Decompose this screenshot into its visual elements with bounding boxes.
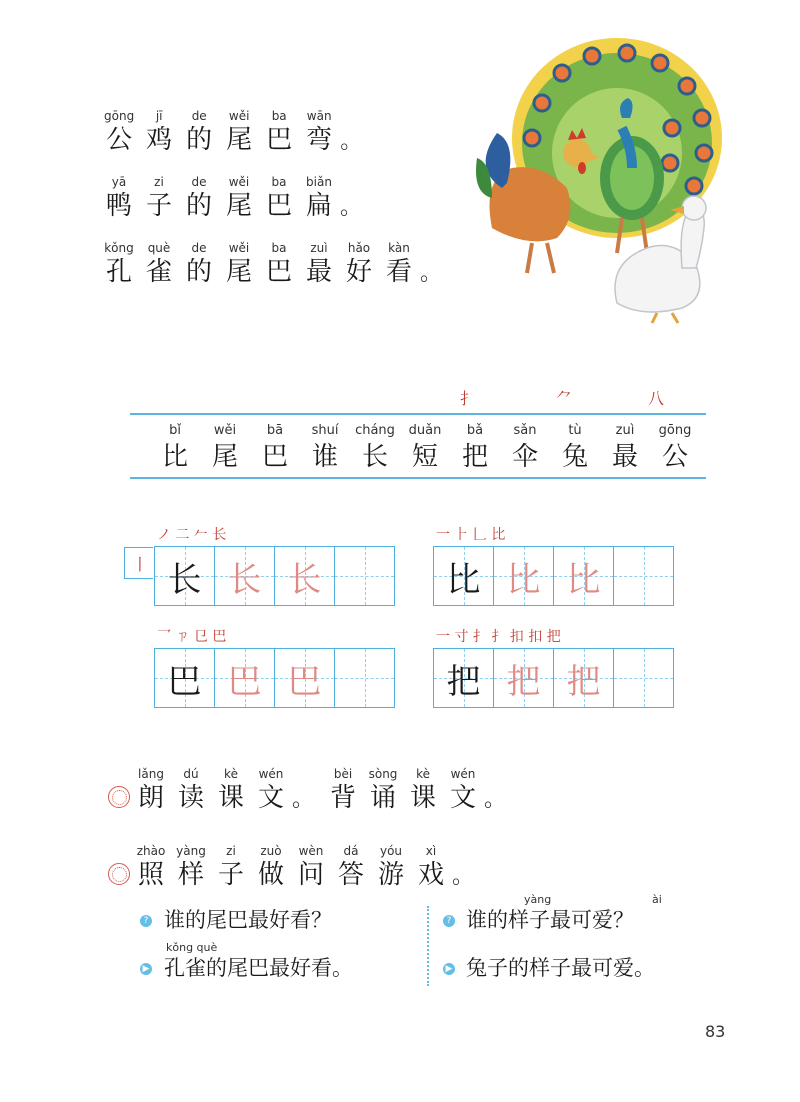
qa-right-question-pinyin-1: yàng: [524, 893, 552, 906]
hanzi: 短: [411, 442, 438, 472]
pinyin: kǒng: [104, 241, 134, 255]
hanzi: 兔: [561, 442, 588, 472]
writing-grid-3: [154, 648, 395, 708]
hanzi: 尾: [211, 442, 238, 472]
exercise-seal-icon: [108, 786, 130, 808]
pinyin: sǎn: [513, 423, 537, 438]
pinyin: wèn: [298, 844, 324, 858]
pinyin: zuì: [615, 423, 635, 438]
hanzi: 照: [137, 860, 164, 890]
writing-grid-4: [433, 648, 674, 708]
hanzi: 巴: [265, 191, 292, 221]
grid-cell-trace: 长: [215, 547, 275, 605]
grid-cell-blank: [614, 649, 673, 707]
qa-right-answer: 兔子的样子最可爱。: [466, 956, 655, 980]
hanzi-cell: [216, 843, 246, 891]
pinyin: zi: [226, 844, 236, 858]
hanzi: 文: [257, 783, 284, 813]
pinyin: shuí: [311, 423, 339, 438]
hanzi: 尾: [225, 191, 252, 221]
radical-3: 八: [648, 389, 665, 408]
grid-cell-model: 比: [434, 547, 494, 605]
pinyin: kè: [224, 767, 238, 781]
hanzi: 课: [410, 783, 437, 813]
punctuation: 。: [452, 864, 475, 889]
hanzi: 看: [385, 257, 412, 287]
hanzi: 文: [450, 783, 477, 813]
grid-cell-model: 把: [434, 649, 494, 707]
hanzi-cell: [416, 843, 446, 891]
pinyin: xì: [425, 844, 437, 858]
hanzi-cell: [176, 766, 206, 814]
pinyin: yā: [111, 175, 127, 189]
pinyin: hǎo: [347, 241, 371, 255]
hanzi: 扁: [305, 191, 332, 221]
hanzi-cell: [448, 766, 478, 814]
hanzi: 巴: [265, 257, 292, 287]
punctuation: 。: [340, 129, 363, 154]
hanzi-cell: [144, 240, 174, 288]
hanzi: 课: [217, 783, 244, 813]
hanzi: 的: [185, 257, 212, 287]
hanzi-cell: [296, 843, 326, 891]
pinyin: què: [147, 241, 171, 255]
hanzi: 背: [330, 783, 357, 813]
hanzi-cell: [600, 422, 650, 474]
grid-cell-blank: [335, 547, 394, 605]
pinyin: zhào: [136, 844, 166, 858]
hanzi-cell: [144, 174, 174, 222]
qa-right-question-pinyin-2: ài: [652, 893, 662, 906]
hanzi: 子: [217, 860, 244, 890]
pinyin: bā: [266, 423, 284, 438]
pinyin: wěi: [228, 241, 250, 255]
hanzi: 朗: [137, 783, 164, 813]
hanzi: 的: [186, 125, 213, 155]
hanzi: 伞: [511, 442, 538, 472]
grid-cell-trace: 把: [554, 649, 614, 707]
pinyin: wān: [306, 109, 332, 123]
pinyin: wěi: [213, 423, 237, 438]
poem-line-2: [104, 174, 362, 222]
hanzi: 戏: [417, 860, 444, 890]
hanzi-cell: [368, 766, 398, 814]
qa-left-question: 谁的尾巴最好看？: [164, 908, 332, 932]
pinyin: wěi: [228, 109, 250, 123]
hanzi-cell: [104, 240, 134, 288]
pinyin: de: [191, 175, 207, 189]
pinyin: zuò: [260, 844, 282, 858]
hanzi: 比: [161, 442, 188, 472]
pinyin: kàn: [388, 241, 410, 255]
pinyin: biǎn: [306, 175, 332, 189]
hanzi-cell: [376, 843, 406, 891]
pinyin: sòng: [368, 767, 398, 781]
hanzi-cell: [136, 766, 166, 814]
hanzi: 公: [661, 442, 688, 472]
grid-cell-blank: [335, 649, 394, 707]
grid-cell-blank: [614, 547, 673, 605]
vocab-top-rule: [130, 413, 706, 415]
hanzi-cell: [264, 240, 294, 288]
hanzi-cell: [256, 843, 286, 891]
hanzi-cell: [200, 422, 250, 474]
hanzi: 巴: [266, 125, 293, 155]
hanzi: 读: [177, 783, 204, 813]
pinyin: wén: [258, 767, 284, 781]
hanzi: 孔: [105, 257, 132, 287]
hanzi: 样: [177, 860, 204, 890]
pinyin: jī: [155, 109, 163, 123]
hanzi-cell: [104, 108, 134, 156]
vocab-word-row: [150, 422, 700, 474]
hanzi-cell: [224, 174, 254, 222]
pinyin: zi: [154, 175, 164, 189]
writing-grid-1: [154, 546, 395, 606]
question-icon: ?: [443, 915, 455, 927]
grid-cell-trace: 巴: [215, 649, 275, 707]
hanzi-cell: [216, 766, 246, 814]
hanzi: 鸭: [105, 191, 132, 221]
punctuation: 。: [340, 195, 363, 220]
stroke-order-1: ノ 二 𠂉 长: [157, 527, 227, 543]
hanzi-cell: [328, 766, 358, 814]
answer-icon: ▶: [443, 963, 455, 975]
pinyin: cháng: [355, 423, 395, 438]
grid-cell-trace: 比: [494, 547, 554, 605]
pinyin: ba: [271, 241, 287, 255]
hanzi-cell: [336, 843, 366, 891]
hanzi: 做: [257, 860, 284, 890]
hanzi-cell: [304, 174, 334, 222]
pinyin: bǎ: [466, 423, 484, 438]
hanzi: 长: [361, 442, 388, 472]
radical-1: 扌: [460, 389, 477, 408]
pinyin: yàng: [176, 844, 206, 858]
qa-divider: [427, 906, 429, 986]
hanzi-cell: [250, 422, 300, 474]
grid-cell-trace: 比: [554, 547, 614, 605]
hanzi: 弯: [306, 125, 333, 155]
qa-left-answer: 孔雀的尾巴最好看。: [164, 956, 353, 980]
hanzi: 鸡: [146, 125, 173, 155]
grid-cell-trace: 长: [275, 547, 335, 605]
hanzi-cell: [224, 240, 254, 288]
qa-left-answer-pinyin: kǒng què: [166, 941, 218, 954]
hanzi: 公: [106, 125, 133, 155]
hanzi: 游: [377, 860, 404, 890]
pinyin: zuì: [310, 241, 328, 255]
pinyin: de: [191, 109, 207, 123]
hanzi-cell: [184, 240, 214, 288]
hanzi: 答: [337, 860, 364, 890]
hanzi-cell: [144, 108, 174, 156]
pinyin: ba: [271, 175, 287, 189]
hanzi-cell: [300, 422, 350, 474]
pinyin: bèi: [333, 767, 353, 781]
hanzi-cell: [104, 174, 134, 222]
hanzi-cell: [650, 422, 700, 474]
pinyin: wén: [450, 767, 476, 781]
pinyin: wěi: [228, 175, 250, 189]
animals-illustration: [432, 28, 732, 328]
hanzi: 诵: [370, 783, 397, 813]
exercise-qa-game: [136, 843, 474, 891]
hanzi-cell: [550, 422, 600, 474]
hanzi-cell: [136, 843, 166, 891]
hanzi-cell: [184, 174, 214, 222]
writing-grid-2: [433, 546, 674, 606]
grid-tab-mark: 丨: [132, 555, 149, 574]
hanzi: 好: [345, 257, 372, 287]
hanzi-cell: [384, 240, 414, 288]
pinyin: ba: [271, 109, 287, 123]
poem-line-1: [104, 108, 362, 156]
hanzi-cell: [350, 422, 400, 474]
hanzi: 雀: [145, 257, 172, 287]
hanzi: 问: [297, 860, 324, 890]
hanzi-cell: [500, 422, 550, 474]
pinyin: gōng: [104, 109, 135, 123]
hanzi: 尾: [225, 257, 252, 287]
exercise-read-recite: [136, 766, 506, 814]
hanzi-cell: [224, 108, 254, 156]
poem-line-3: [104, 240, 442, 288]
pinyin: lǎng: [138, 767, 164, 781]
hanzi-cell: [304, 108, 334, 156]
hanzi: 巴: [261, 442, 288, 472]
page-number: 83: [705, 1022, 726, 1041]
hanzi: 把: [461, 442, 488, 472]
radical-row: [130, 386, 706, 410]
punctuation: 。: [292, 787, 315, 812]
punctuation: 。: [484, 787, 507, 812]
hanzi-cell: [344, 240, 374, 288]
pinyin: dá: [343, 844, 359, 858]
answer-icon: ▶: [140, 963, 152, 975]
vocab-bottom-rule: [130, 477, 706, 479]
stroke-order-4: 一 寸 扌 扌 扣 扣 把: [436, 629, 561, 645]
hanzi-cell: [264, 108, 294, 156]
hanzi: 子: [145, 191, 172, 221]
radical-2: ⺈: [556, 389, 573, 408]
hanzi-cell: [264, 174, 294, 222]
pinyin: bǐ: [169, 423, 181, 438]
hanzi-cell: [176, 843, 206, 891]
pinyin: dú: [183, 767, 199, 781]
hanzi-cell: [408, 766, 438, 814]
hanzi-cell: [184, 108, 214, 156]
hanzi: 尾: [226, 125, 253, 155]
pinyin: gōng: [658, 423, 692, 438]
hanzi-cell: [450, 422, 500, 474]
pinyin: yóu: [379, 844, 403, 858]
grid-cell-trace: 巴: [275, 649, 335, 707]
grid-cell-model: 巴: [155, 649, 215, 707]
pinyin: kè: [416, 767, 430, 781]
stroke-order-2: 一 ⺊ 𠃊 比: [436, 527, 506, 543]
punctuation: 。: [420, 261, 443, 286]
hanzi: 的: [185, 191, 212, 221]
hanzi-cell: [150, 422, 200, 474]
pinyin: tù: [568, 423, 582, 438]
qa-right-question: 谁的样子最可爱？: [466, 908, 634, 932]
exercise-seal-icon: [108, 863, 130, 885]
hanzi-cell: [304, 240, 334, 288]
question-icon: ?: [140, 915, 152, 927]
hanzi: 最: [305, 257, 332, 287]
pinyin: de: [191, 241, 207, 255]
pinyin: duǎn: [408, 423, 442, 438]
hanzi-cell: [400, 422, 450, 474]
hanzi: 最: [611, 442, 638, 472]
grid-cell-model: 长: [155, 547, 215, 605]
grid-cell-trace: 把: [494, 649, 554, 707]
hanzi: 谁: [311, 442, 338, 472]
stroke-order-3: 乛 ㄗ 㔾 巴: [157, 629, 227, 645]
hanzi-cell: [256, 766, 286, 814]
